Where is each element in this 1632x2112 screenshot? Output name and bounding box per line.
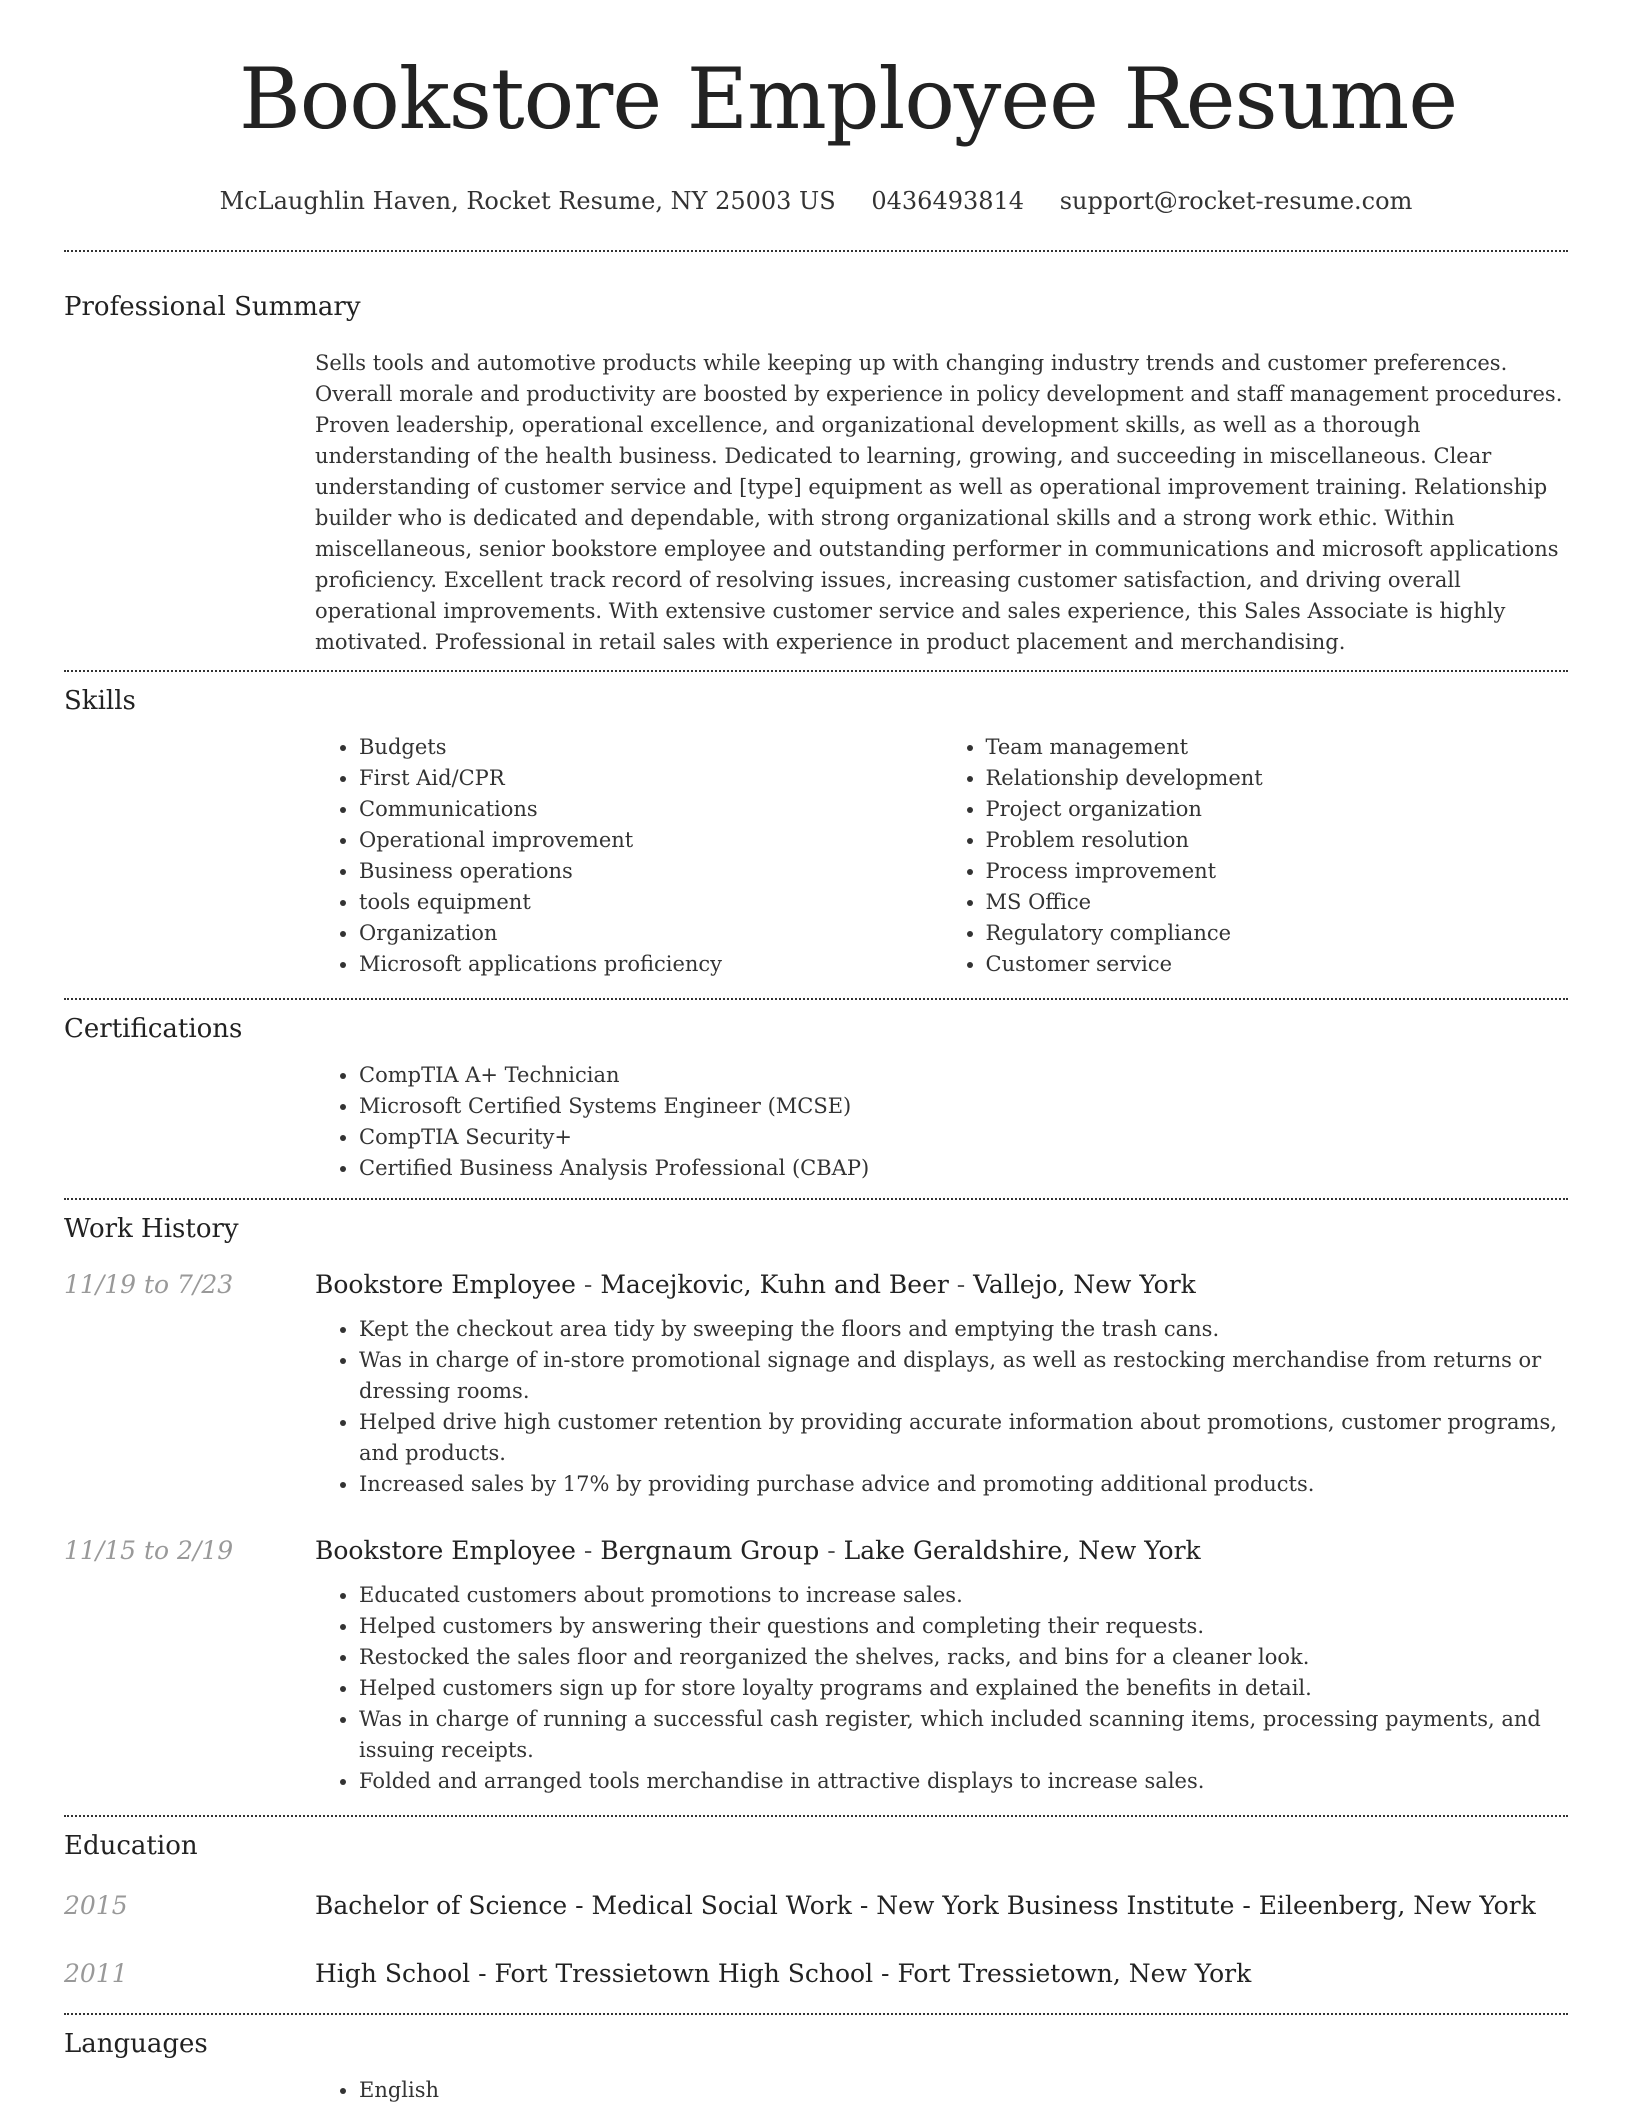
education-year: 2011 — [64, 1959, 128, 1988]
skill-item: • tools equipment — [359, 887, 942, 918]
section-divider — [64, 1198, 1568, 1200]
education-title — [315, 1957, 1568, 1991]
skills-list — [315, 732, 1568, 998]
education-separator: - — [1234, 1891, 1259, 1920]
job-title-separator: - — [819, 1536, 844, 1565]
skills-column-left — [315, 732, 942, 980]
skill-item: • Process improvement — [986, 856, 1569, 887]
skill-item: • Project organization — [986, 794, 1569, 825]
skill-item: • Communications — [359, 794, 942, 825]
section-divider — [64, 670, 1568, 672]
job-title — [315, 1268, 1568, 1302]
job-bullet: • Was in charge of in-store promotional signage and displays, as well as restocking merchandise from returns or dressing rooms. — [359, 1345, 1568, 1407]
job-title-separator: - — [575, 1536, 601, 1565]
job-entry — [64, 1268, 1568, 1500]
resume-page — [64, 0, 1632, 2106]
skill-item: • Microsoft applications proficiency — [359, 949, 942, 980]
job-title-separator: - — [948, 1270, 974, 1299]
work-history-section — [64, 1212, 1568, 1815]
education-separator: - — [851, 1891, 877, 1920]
skills-heading: Skills — [64, 686, 136, 716]
job-company: Macejkovic, Kuhn and Beer — [600, 1270, 949, 1299]
education-section — [64, 1829, 1568, 2013]
work-history-heading: Work History — [64, 1214, 239, 1244]
skill-item: • Organization — [359, 918, 942, 949]
education-degree: Bachelor of Science — [315, 1891, 568, 1920]
job-bullet: • Restocked the sales floor and reorganized the shelves, racks, and bins for a cleaner look. — [359, 1642, 1568, 1673]
section-divider — [64, 2013, 1568, 2015]
skill-item: • Relationship development — [986, 763, 1569, 794]
job-bullet: • Helped customers by answering their questions and completing their requests. — [359, 1611, 1568, 1642]
job-role: Bookstore Employee — [315, 1270, 576, 1299]
summary-section — [64, 290, 1568, 670]
skill-item: • Problem resolution — [986, 825, 1569, 856]
job-bullet: • Helped customers sign up for store loyalty programs and explained the benefits in detail. — [359, 1673, 1568, 1704]
job-dates: 11/19 to 7/23 — [64, 1270, 234, 1299]
section-divider — [64, 1815, 1568, 1817]
job-entry — [64, 1534, 1568, 1797]
job-bullet: • Folded and arranged tools merchandise in attractive displays to increase sales. — [359, 1766, 1568, 1797]
job-bullets — [315, 1580, 1568, 1797]
languages-heading: Languages — [64, 2029, 208, 2059]
certification-item: • CompTIA A+ Technician — [359, 1060, 1568, 1091]
skill-item: • First Aid/CPR — [359, 763, 942, 794]
languages-list — [315, 2075, 1568, 2106]
contact-address: McLaughlin Haven, Rocket Resume, NY 25003 US — [219, 187, 836, 215]
section-divider — [64, 250, 1568, 252]
resume-title: Bookstore Employee Resume — [238, 50, 1458, 148]
job-bullet: • Was in charge of running a successful cash register, which included scanning items, processing payments, and issuing receipts. — [359, 1704, 1568, 1766]
skill-item: • Operational improvement — [359, 825, 942, 856]
skill-item: • Team management — [986, 732, 1569, 763]
certification-item: • Microsoft Certified Systems Engineer (MCSE) — [359, 1091, 1568, 1122]
job-location: Lake Geraldshire, New York — [843, 1536, 1201, 1565]
job-bullet: • Helped drive high customer retention by providing accurate information about promotions, customer programs, and products. — [359, 1407, 1568, 1469]
job-role: Bookstore Employee — [315, 1536, 576, 1565]
certifications-heading: Certifications — [64, 1014, 243, 1044]
section-divider — [64, 998, 1568, 1000]
contact-phone: 0436493814 — [871, 187, 1025, 215]
job-bullets — [315, 1314, 1568, 1500]
education-location: Eileenberg, New York — [1258, 1891, 1536, 1920]
education-entry — [64, 1889, 1568, 1923]
education-entry — [64, 1957, 1568, 1991]
education-separator: - — [873, 1959, 898, 1988]
skill-item: • Customer service — [986, 949, 1569, 980]
education-title — [315, 1889, 1568, 1923]
job-title — [315, 1534, 1568, 1568]
certification-item: • CompTIA Security+ — [359, 1122, 1568, 1153]
job-bullet: • Increased sales by 17% by providing purchase advice and promoting additional products. — [359, 1469, 1568, 1500]
job-location: Vallejo, New York — [973, 1270, 1196, 1299]
education-school: New York Business Institute — [876, 1891, 1235, 1920]
education-year: 2015 — [64, 1891, 128, 1920]
job-bullet: • Kept the checkout area tidy by sweeping the floors and emptying the trash cans. — [359, 1314, 1568, 1345]
skill-item: • Budgets — [359, 732, 942, 763]
education-school: Fort Tressietown High School — [494, 1959, 874, 1988]
education-location: Fort Tressietown, New York — [897, 1959, 1252, 1988]
summary-text: Sells tools and automotive products while keeping up with changing industry trends and customer preferences. Overall morale and productivity are boosted by experience in policy development and staff management procedures. Proven leadership, operational excellence, and organizational development skills, as well as a thorough understanding of the health business. Dedicated to learning, growing, and succeeding in miscellaneous. Clear understanding of customer service and [type] equipment as well as operational improvement training. Relationship builder who is dedicated and dependable, with strong organizational skills and a strong work ethic. Within miscellaneous, senior bookstore employee and outstanding performer in communications and microsoft applications proficiency. Excellent track record of resolving issues, increasing customer satisfaction, and driving overall operational improvements. With extensive customer service and sales experience, this Sales Associate is highly motivated. Professional in retail sales with experience in product placement and merchandising. — [315, 351, 1563, 654]
contact-line — [0, 186, 1568, 216]
education-separator: - — [567, 1891, 592, 1920]
skills-section — [64, 684, 1568, 998]
certification-item: • Certified Business Analysis Professional (CBAP) — [359, 1153, 1568, 1184]
skills-column-right — [942, 732, 1569, 980]
languages-section — [64, 2027, 1568, 2106]
job-dates: 11/15 to 2/19 — [64, 1536, 234, 1565]
education-separator: - — [470, 1959, 495, 1988]
summary-heading: Professional Summary — [64, 292, 361, 322]
education-field: Medical Social Work — [591, 1891, 852, 1920]
skill-item: • MS Office — [986, 887, 1569, 918]
education-degree: High School — [315, 1959, 471, 1988]
skill-item: • Regulatory compliance — [986, 918, 1569, 949]
contact-email: support@rocket-resume.com — [1059, 187, 1413, 215]
certifications-list — [315, 1060, 1568, 1198]
skill-item: • Business operations — [359, 856, 942, 887]
education-heading: Education — [64, 1831, 198, 1861]
certifications-section — [64, 1012, 1568, 1198]
job-bullet: • Educated customers about promotions to increase sales. — [359, 1580, 1568, 1611]
language-item: • English — [359, 2075, 1568, 2106]
job-company: Bergnaum Group — [600, 1536, 820, 1565]
job-title-separator: - — [575, 1270, 601, 1299]
